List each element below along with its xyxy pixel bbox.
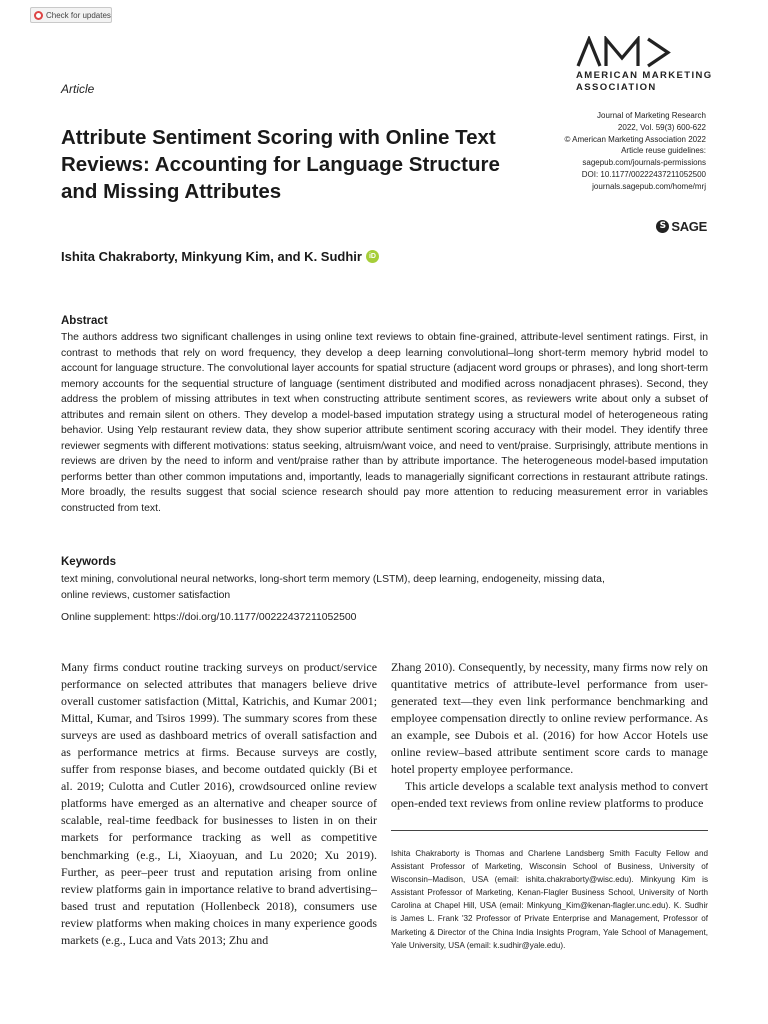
journal-volume: 2022, Vol. 59(3) 600-622 xyxy=(617,122,706,132)
publisher-name-line2: ASSOCIATION xyxy=(576,82,657,93)
doi-line[interactable]: DOI: 10.1177/00222437211052500 xyxy=(581,169,706,179)
publisher-name-line1: AMERICAN MARKETING xyxy=(576,70,713,81)
abstract-text: The authors address two significant challenges in using online text reviews to obtain fine-grained, attribute-level sentiment ratings. First, in contrast to methods that rely on word frequency, they develop a deep learning convolutional–long short-term memory hybrid model to account for language structure. The convolutional layer accounts for spatial structure (adjacent word groups or phrases), and long short-term memory accounts for the sequential structure of language (sentiment distributed and modified across nonadjacent phrases). Second, they address the problem of missing attributes in text when constructing attribute sentiment scores, as reviewers write about only a subset of attributes and remain silent on others. They develop a model-based imputation strategy using a structural model of heterogeneous rating behavior. Using Yelp restaurant review data, they show superior attribute sentiment scoring accuracy with their model. They identify three reviewer segments with different motivations: status seeking, altruism/want voice, and need to vent/praise. Surprisingly, attribute mentions in reviews are driven by the need to inform and vent/praise rather than by attribute importance. The heterogeneous model-based imputation performs better than other common imputations and, importantly, leads to managerially significant corrections in restaurant attribute ratings. More broadly, the results suggest that social science research should pay more attention to reducing measurement error in variables constructed from text. xyxy=(61,332,708,514)
article-title: Attribute Sentiment Scoring with Online Text Reviews: Accounting for Language Structure and Missing Attributes xyxy=(61,126,500,203)
body-column-right xyxy=(391,659,708,812)
body-paragraph: This article develops a scalable text analysis method to convert open-ended text reviews from online review platforms to produce xyxy=(391,779,708,811)
check-for-updates-label: Check for updates xyxy=(46,10,111,20)
keywords-line2: online reviews, customer satisfaction xyxy=(61,589,231,601)
keywords-line1: text mining, convolutional neural networks, long-short term memory (LSTM), deep learning, endogeneity, missing data, xyxy=(61,574,605,585)
abstract-heading: Abstract xyxy=(61,315,108,327)
publisher-name xyxy=(576,70,726,94)
article-type-label: Article xyxy=(61,82,95,96)
author-line xyxy=(61,249,379,264)
body-paragraph: Zhang 2010). Consequently, by necessity, many firms now rely on quantitative metrics of attribute-level performance from user-generated text—they even link performance benchmarking and employee compensation directly to online review performance. As an example, see Dubois et al. (2016) for how Accor Hotels use online review–based attribute sentiment score cards to manage hotel property employee performance. xyxy=(391,660,708,777)
permissions-link[interactable]: sagepub.com/journals-permissions xyxy=(582,158,706,168)
keywords-heading: Keywords xyxy=(61,556,116,568)
sage-circle-icon: S xyxy=(656,220,669,233)
ama-logo xyxy=(576,36,696,68)
journal-name: Journal of Marketing Research xyxy=(597,111,706,120)
author-affiliations-footnote: Ishita Chakraborty is Thomas and Charlene Landsberg Smith Faculty Fellow and Assistant Professor of Marketing, Wisconsin School of Business, University of Wisconsin–Madison, USA (email: ishita.chakraborty@wisc.edu). Minkyung Kim is Assistant Professor of Marketing, Kenan-Flagler Business School, University of North Carolina at Chapel Hill, USA (email: Minkyung_Kim@kenan-flagler.unc.edu). K. Sudhir is James L. Frank '32 Professor of Private Enterprise and Management, Professor of Marketing & Director of the China India Insights Program, Yale School of Management, Yale University, USA (email: k.sudhir@yale.edu). xyxy=(391,849,708,950)
reuse-guidelines-label: Article reuse guidelines: xyxy=(621,146,706,156)
journal-home-link[interactable]: journals.sagepub.com/home/mrj xyxy=(592,181,706,191)
footnote-divider xyxy=(391,830,708,831)
update-icon xyxy=(34,11,43,20)
authors: Ishita Chakraborty, Minkyung Kim, and K. Sudhir xyxy=(61,249,362,264)
copyright-line: © American Marketing Association 2022 xyxy=(564,134,706,144)
body-paragraph: Many firms conduct routine tracking surveys on product/service performance on selected attributes that managers believe drive overall customer satisfaction (Mittal, Katrichis, and Kumar 2001; Mittal, Kumar, and Tsiros 1999). The summary scores from these surveys are used as dashboard metrics of overall satisfaction and as performance metrics at firms. Because surveys are costly, suffer from response biases, and become outdated quickly (Bi et al. 2019; Culotta and Cutler 2016), crowdsourced online review platforms have emerged as an alternative and cheaper source of scalable, real-time feedback for businesses to listen in on their markets for performance tracking as well as competitive benchmarking (e.g., Li, Xiaoyuan, and Lu 2020; Xu 2019). Further, as peer–peer trust and reputation arising from online review platforms gain in importance relative to brand advertising–based trust and reputation (Hollenbeck 2018), consumers use review platforms when making choices in many experience goods markets (e.g., Luca and Vats 2013; Zhu and xyxy=(61,660,377,947)
sage-logo xyxy=(655,218,707,234)
online-supplement[interactable]: Online supplement: https://doi.org/10.1177/00222437211052500 xyxy=(61,612,357,623)
sage-logo-text: SAGE xyxy=(671,218,707,234)
keywords-list xyxy=(61,572,708,603)
check-for-updates-badge[interactable] xyxy=(30,7,112,23)
orcid-icon[interactable]: iD xyxy=(366,250,379,263)
body-column-left xyxy=(61,659,377,949)
journal-info xyxy=(520,110,706,193)
